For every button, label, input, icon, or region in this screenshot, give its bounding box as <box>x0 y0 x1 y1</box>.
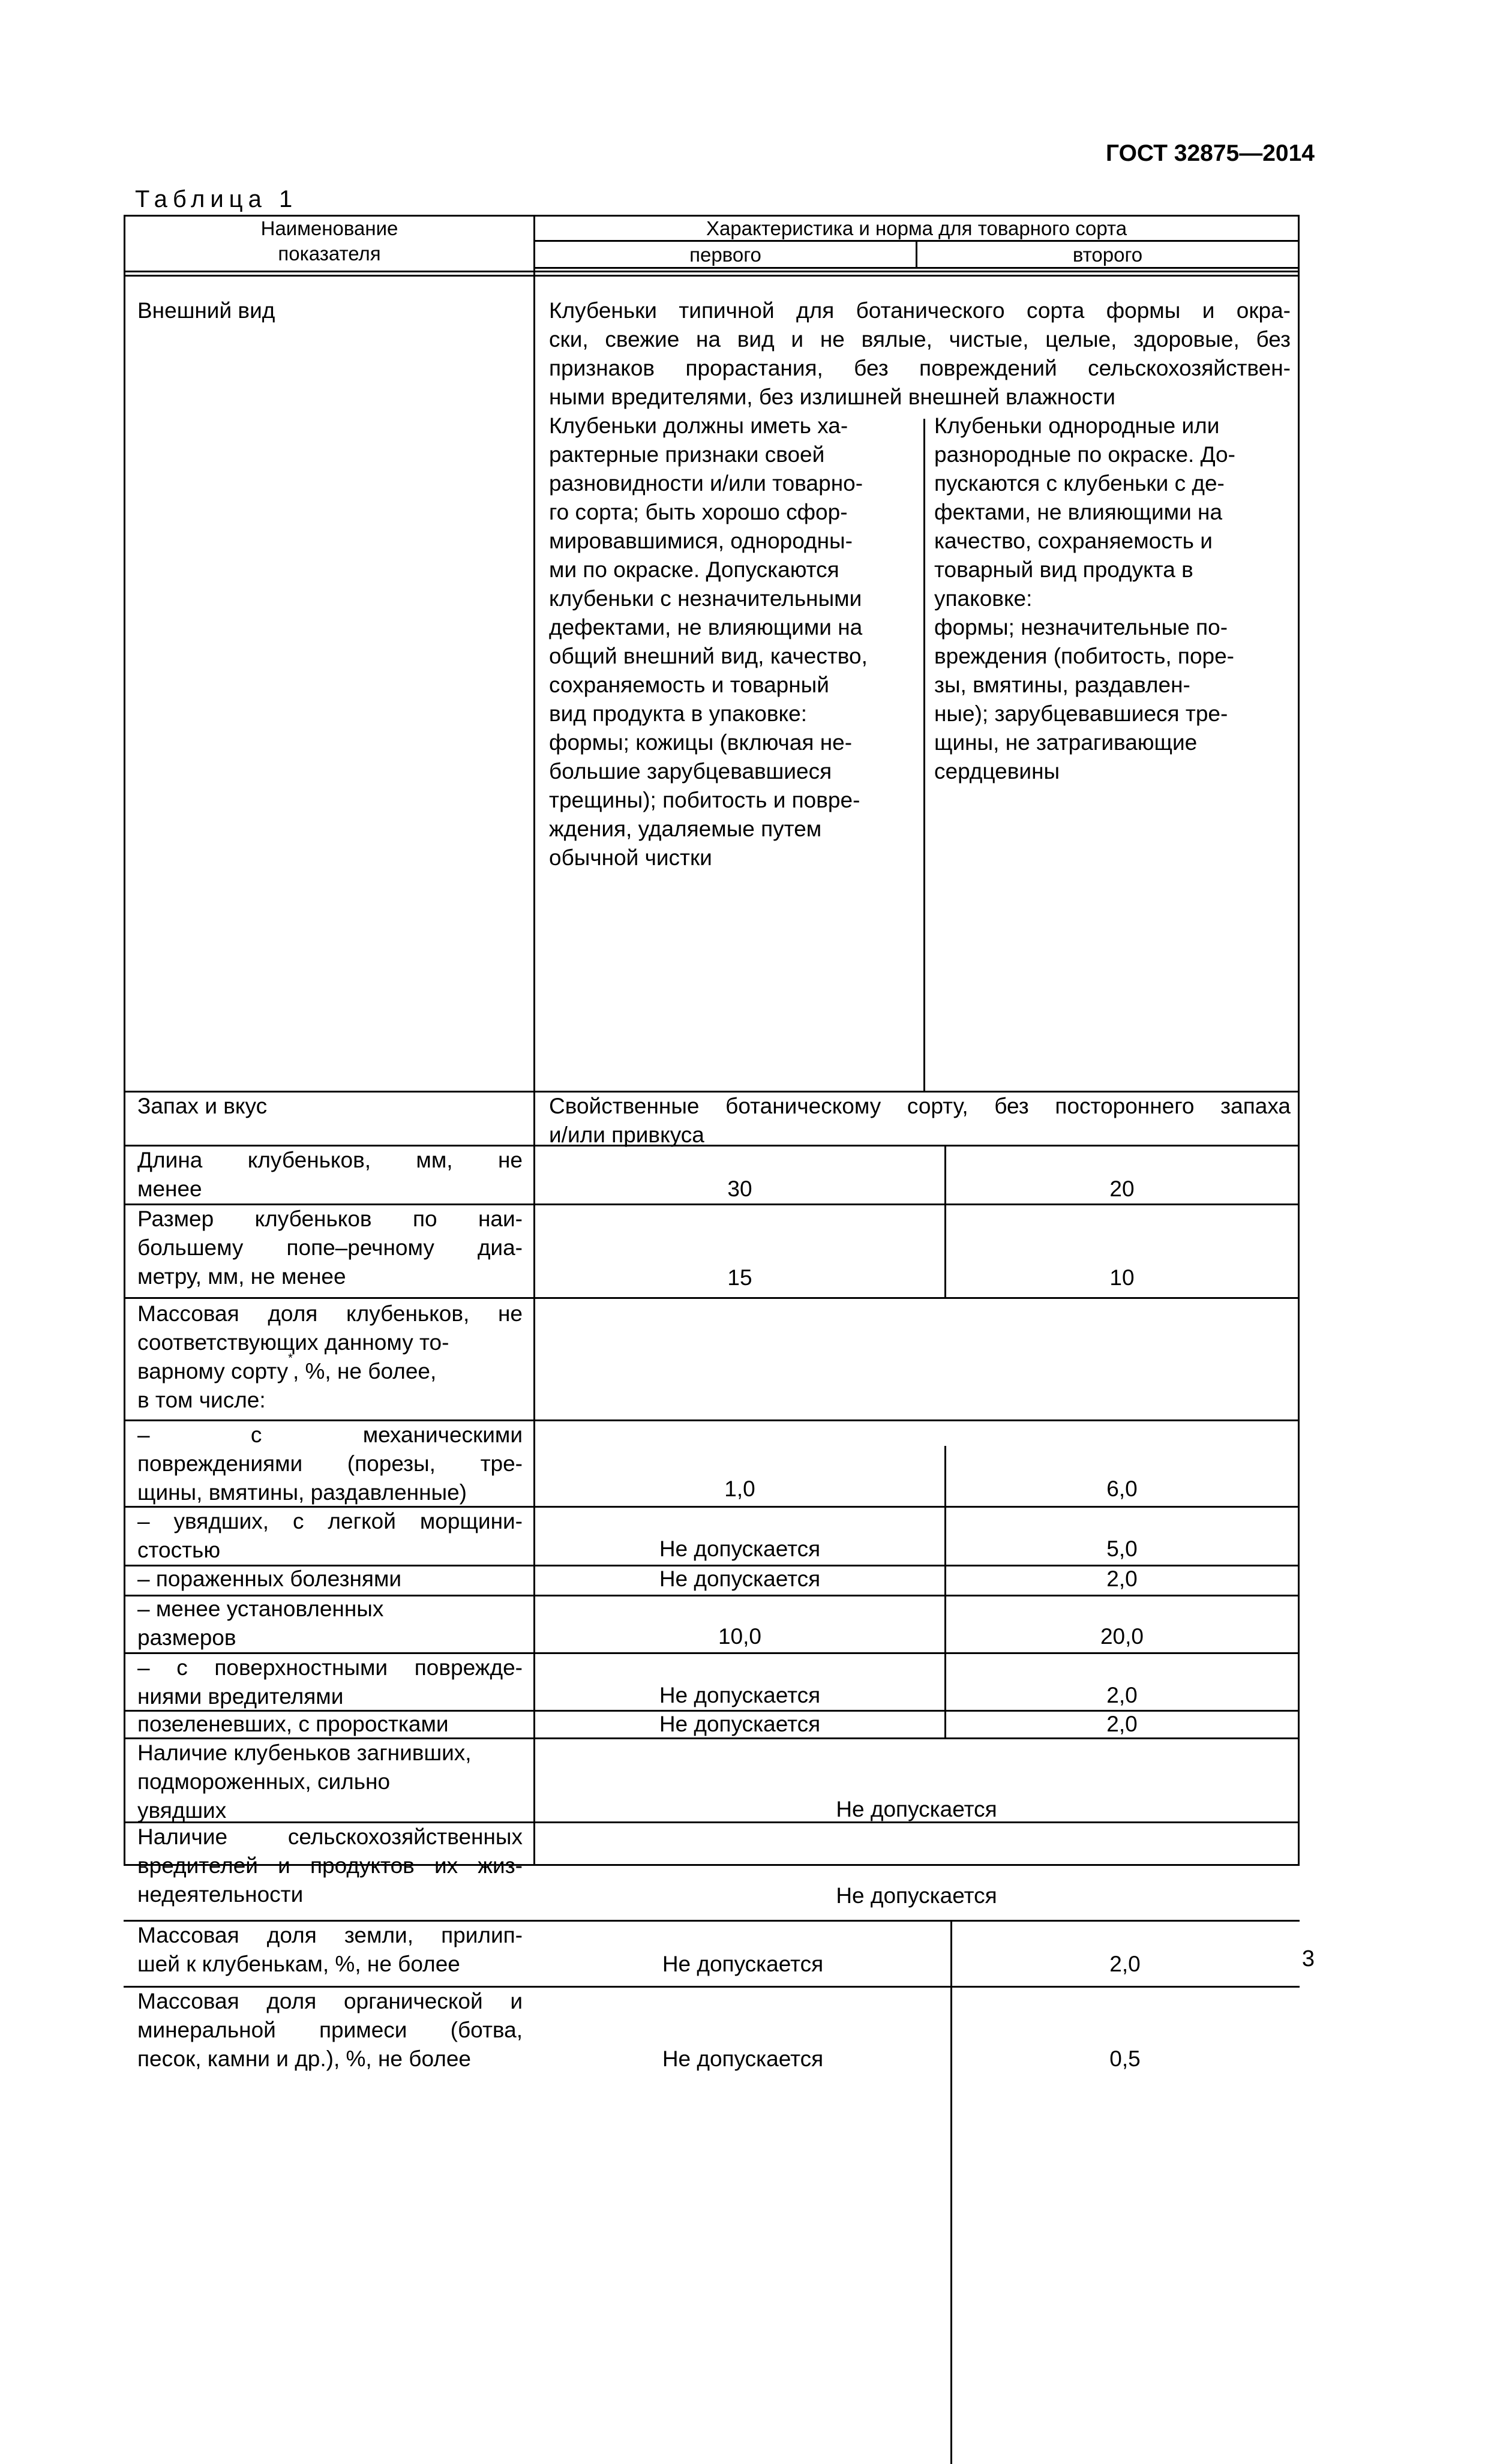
row-name-mechanical: – с механическими повреждениями (порезы, тре- щины, вмятины, раздавленные) <box>137 1422 523 1505</box>
soil-second: 2,0 <box>1109 1952 1141 1976</box>
row-name-pests-presence: Наличие сельскохозяйственных вредителей и продуктов их жиз- недеятельности <box>137 1824 523 1907</box>
soil-first: Не допускается <box>662 1952 824 1976</box>
grade-divider <box>944 1446 946 1737</box>
rotten-value: Не допускается <box>836 1797 997 1821</box>
row-divider <box>124 1297 1300 1299</box>
grade-divider-appearance <box>923 419 925 1091</box>
header-indicator: Наименование показателя <box>260 217 398 265</box>
row-name-diseased: – пораженных болезнями <box>137 1566 402 1591</box>
undersized-first: 10,0 <box>718 1624 761 1649</box>
page-number: 3 <box>1301 1946 1315 1971</box>
header-characteristic: Характеристика и норма для товарного сорта <box>706 217 1127 239</box>
diseased-first: Не допускается <box>659 1566 821 1591</box>
column-divider <box>533 215 535 1866</box>
mechanical-second: 6,0 <box>1106 1476 1138 1501</box>
footnote-asterisk: * <box>288 1352 293 1365</box>
wilted-first: Не допускается <box>659 1536 821 1561</box>
row-name-size: Размер клубеньков по наи- большему попе–речному диа- метру, мм, не менее <box>137 1207 523 1289</box>
row-name-undersized: – менее установленных размеров <box>137 1596 384 1650</box>
pests-surface-first: Не допускается <box>659 1683 821 1707</box>
smell-value: Свойственные ботаническому сорту, без постороннего запаха и/или привкуса <box>549 1094 1291 1147</box>
impurity-second: 0,5 <box>1109 2046 1141 2071</box>
pests-surface-second: 2,0 <box>1106 1683 1138 1707</box>
grade-divider <box>944 1145 946 1297</box>
length-first: 30 <box>727 1177 752 1201</box>
row-name-mass-fraction-cont: варному сорту*, %, не более, в том числе: <box>137 1352 437 1412</box>
wilted-second: 5,0 <box>1106 1536 1138 1561</box>
diseased-second: 2,0 <box>1106 1566 1138 1591</box>
size-first: 15 <box>727 1265 752 1290</box>
length-second: 20 <box>1109 1177 1135 1201</box>
table-caption: Таблица 1 <box>135 186 298 212</box>
row-name-greened: позеленевших, с проростками <box>137 1712 449 1736</box>
header-grade-second: второго <box>1072 244 1143 266</box>
document-code: ГОСТ 32875—2014 <box>1106 140 1315 166</box>
grade-divider <box>950 1920 952 2464</box>
header-bottom-double <box>124 275 1300 277</box>
appearance-common: Клубеньки типичной для ботанического сорта формы и окра- ски, свежие на вид и не вялые, чистые, целые, здоровые, без признаков прорастания, без повреждений сельскохозяйствен- ными вредителями, без излишней внешней влажности <box>549 298 1291 409</box>
greened-second: 2,0 <box>1106 1712 1138 1736</box>
header-bottom <box>124 271 1300 272</box>
row-name-length: Длина клубеньков, мм, не менее <box>137 1148 523 1201</box>
row-name-pests-surface: – с поверхностными поврежде- ниями вредителями <box>137 1655 523 1709</box>
quality-table <box>124 215 1300 2071</box>
undersized-second: 20,0 <box>1100 1624 1144 1649</box>
pests-presence-value: Не допускается <box>836 1883 997 1908</box>
row-name-appearance: Внешний вид <box>137 298 275 323</box>
impurity-first: Не допускается <box>662 2046 824 2071</box>
row-name-rotten: Наличие клубеньков загнивших, подмороженных, сильно увядших <box>137 1740 472 1823</box>
greened-first: Не допускается <box>659 1712 821 1736</box>
row-name-soil: Массовая доля земли, прилип- шей к клубенькам, %, не более <box>137 1923 523 1976</box>
row-name-wilted: – увядших, с легкой морщини- стостью <box>137 1509 523 1562</box>
mechanical-first: 1,0 <box>724 1476 755 1501</box>
size-second: 10 <box>1109 1265 1135 1290</box>
appearance-second: Клубеньки однородные или разнородные по окраске. До- пускаются с клубеньки с де- фектами, не влияющими на качество, сохраняемость и товарный вид продукта в упаковке: формы; незначительные по- вреждения (побитость, поре- зы, вмятины, раздавлен- ные); зарубцевавшиеся тре- щины, не затрагивающие сердцевины <box>934 413 1235 784</box>
row-name-smell: Запах и вкус <box>137 1094 268 1118</box>
row-name-mass-fraction: Массовая доля клубеньков, не соответствующих данному то- <box>137 1301 523 1355</box>
table-border-right <box>1298 215 1300 1866</box>
header-grade-first: первого <box>689 244 761 266</box>
appearance-first: Клубеньки должны иметь ха- рактерные признаки своей разновидности и/или товарно- го сорта; быть хорошо сфор- мировавшимися, однородны- ми по окраске. Допускаются клубеньки с незначительными дефектами, не влияющими на общий внешний вид, качество, сохраняемость и товарный вид продукта в упаковке: формы; кожицы (включая не- большие зарубцевавшиеся трещины); побитость и повре- ждения, удаляемые путем обычной чистки <box>549 413 868 870</box>
row-name-impurity: Массовая доля органической и минеральной примеси (ботва, песок, камни и др.), %, не более <box>137 1989 523 2071</box>
table-border-left <box>124 215 125 1866</box>
